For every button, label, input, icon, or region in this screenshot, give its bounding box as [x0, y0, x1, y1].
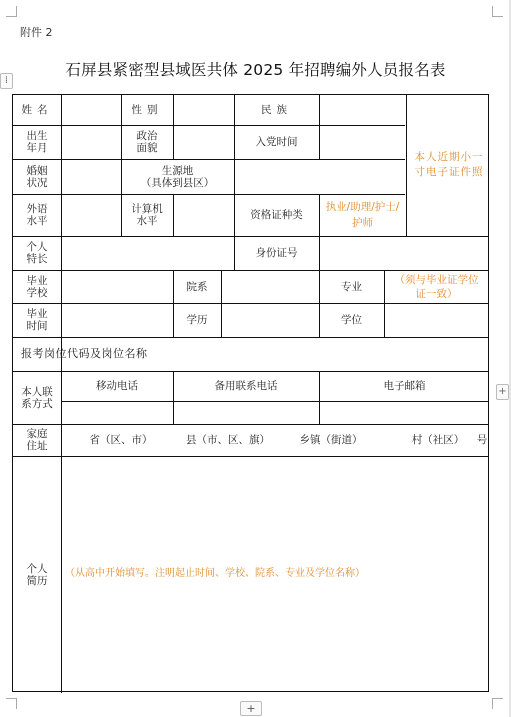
school-label-line2: 学校 [26, 286, 48, 299]
marital-field[interactable] [62, 160, 120, 193]
resume-label-line1: 个人 [26, 562, 48, 575]
specialty-label-line2: 特长 [26, 253, 48, 265]
home-address-label-line1: 家庭 [26, 428, 48, 440]
position-field[interactable] [183, 338, 488, 370]
origin-label-line2: （具体到县区） [140, 176, 215, 189]
birth-label [13, 125, 61, 159]
department-field[interactable] [222, 271, 318, 302]
registration-form-table [12, 94, 489, 692]
id-number-label: 身份证号 [255, 247, 298, 259]
political-label [121, 125, 173, 159]
computer-label-line2: 水平 [136, 215, 158, 227]
gender-label: 性别 [131, 104, 163, 116]
education-label: 学历 [186, 314, 208, 326]
language-label [13, 194, 61, 236]
left-margin-handle[interactable]: ⁞ [0, 73, 13, 89]
address-province-label: 省（区、市） [89, 434, 153, 446]
form-title: 石屏县紧密型县域医共体 2025 年招聘编外人员报名表 [65, 61, 446, 79]
add-row-button[interactable]: + [240, 701, 262, 716]
cert-type-label: 资格证种类 [250, 209, 303, 221]
ethnicity-label: 民族 [261, 104, 292, 116]
computer-label [121, 194, 173, 236]
major-field[interactable]: （须与毕业证学位证一致） [394, 273, 479, 300]
page-corner-mark [492, 6, 503, 17]
photo-placeholder[interactable]: 本人近期小一寸电子证件照 [414, 151, 484, 178]
political-label-line2: 面貌 [136, 142, 158, 154]
gender-field[interactable] [174, 96, 233, 124]
ethnicity-field[interactable] [320, 96, 405, 124]
birth-label-line2: 年月 [26, 142, 48, 154]
birth-field[interactable] [62, 126, 120, 158]
contact-label [13, 371, 61, 424]
email-label: 电子邮箱 [383, 380, 426, 392]
language-label-line2: 水平 [26, 215, 48, 227]
computer-field[interactable] [174, 195, 233, 235]
origin-label [121, 159, 234, 194]
school-label-line1: 毕业 [26, 274, 48, 287]
home-address-label-line2: 住址 [26, 440, 48, 452]
graduation-label [13, 303, 61, 337]
graduation-label-line1: 毕业 [26, 308, 48, 320]
address-village-label: 村（社区） [411, 434, 465, 446]
specialty-label-line1: 个人 [26, 241, 48, 253]
school-field[interactable] [62, 271, 172, 302]
cert-type-field[interactable]: 执业/助理/护士/护师 [325, 201, 400, 229]
marital-label [13, 159, 61, 194]
department-label: 院系 [186, 280, 208, 293]
id-number-field[interactable] [320, 237, 488, 269]
degree-field[interactable] [385, 304, 488, 336]
contact-label-line1: 本人联 [21, 385, 53, 398]
origin-field[interactable] [235, 160, 405, 193]
school-label [13, 270, 61, 303]
backup-phone-label: 备用联系电话 [214, 380, 278, 392]
attachment-label: 附件 2 [20, 26, 53, 39]
marital-label-line1: 婚姻 [26, 164, 48, 177]
language-field[interactable] [62, 195, 120, 235]
mobile-label: 移动电话 [96, 380, 138, 392]
position-label: 报考岗位代码及岗位名称 [21, 347, 148, 360]
resume-label [13, 456, 61, 693]
graduation-label-line2: 时间 [26, 320, 48, 332]
language-label-line1: 外语 [26, 203, 48, 215]
address-number-label: 号 [476, 434, 488, 446]
birth-label-line1: 出生 [26, 130, 48, 142]
education-field[interactable] [222, 304, 318, 336]
major-label: 专业 [341, 280, 362, 293]
degree-label: 学位 [341, 314, 362, 326]
address-town-label: 乡镇（街道） [299, 434, 363, 446]
home-address-label [13, 424, 61, 456]
marital-label-line2: 状况 [26, 176, 48, 189]
graduation-field[interactable] [62, 304, 172, 336]
party-time-label: 入党时间 [255, 136, 298, 148]
contact-label-line2: 系方式 [21, 397, 53, 410]
specialty-field[interactable] [62, 237, 233, 269]
resume-label-line2: 简历 [26, 574, 48, 587]
origin-label-line1: 生源地 [161, 164, 194, 177]
political-label-line1: 政治 [136, 130, 158, 142]
resume-field[interactable]: （从高中开始填写。注明起止时间、学校、院系、专业及学位名称） [65, 568, 365, 579]
page-corner-mark [6, 6, 17, 17]
mobile-field[interactable] [62, 402, 172, 423]
computer-label-line1: 计算机 [131, 203, 163, 215]
political-field[interactable] [174, 126, 233, 158]
name-label: 姓名 [21, 104, 53, 116]
name-field[interactable] [62, 96, 120, 124]
page-corner-mark [492, 698, 503, 709]
specialty-label [13, 236, 61, 270]
page-corner-mark [6, 698, 17, 709]
party-time-field[interactable] [320, 126, 405, 158]
add-column-button[interactable]: + [496, 384, 509, 400]
address-county-label: 县（市、区、旗） [186, 434, 270, 446]
email-field[interactable] [320, 402, 488, 423]
backup-phone-field[interactable] [174, 402, 318, 423]
